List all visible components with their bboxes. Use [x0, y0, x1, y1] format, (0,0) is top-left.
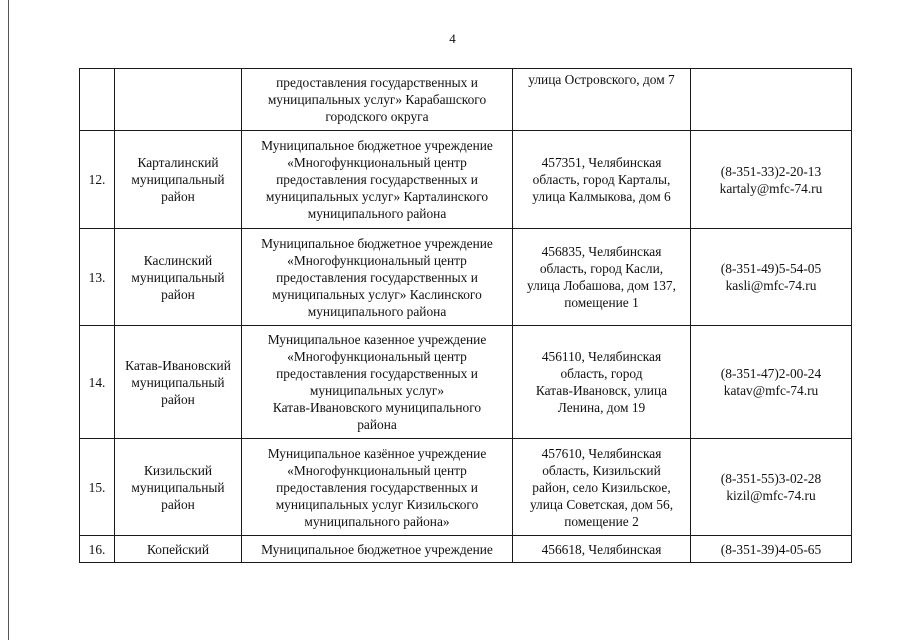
contact-cell — [691, 536, 852, 563]
page-edge-line — [8, 0, 9, 640]
address-cell: 456618, Челябинская — [513, 536, 691, 563]
row-number: 15. — [80, 439, 115, 536]
district-cell: Каслинский муниципальный район — [115, 229, 242, 326]
organization-cell: Муниципальное бюджетное учреждение «Многофункциональный центр предоставления государственных и муниципальных услуг» Каслинского муниципального района — [242, 229, 513, 326]
row-number: 12. — [80, 131, 115, 229]
address-cell: 456835, Челябинская область, город Касли, улица Лобашова, дом 137, помещение 1 — [513, 229, 691, 326]
organization-cell: Муниципальное казённое учреждение «Многофункциональный центр предоставления государственных и муниципальных услуг Кизильского муниципального района» — [242, 439, 513, 536]
email-address: katav@mfc-74.ru — [723, 383, 819, 398]
phone-number: (8-351-33)2-20-13 — [720, 163, 822, 179]
district-cell — [115, 69, 242, 131]
phone-number: (8-351-49)5-54-05 — [720, 261, 822, 276]
row-number: 14. — [80, 326, 115, 439]
contact-cell — [691, 326, 852, 439]
phone-number: (8-351-39)4-05-65 — [720, 541, 822, 557]
email-address: kizil@mfc-74.ru — [726, 488, 816, 503]
mfc-table — [79, 68, 852, 563]
address-cell: 457351, Челябинская область, город Карталы, улица Калмыкова, дом 6 — [513, 131, 691, 229]
address-cell: 457610, Челябинская область, Кизильский район, село Кизильское, улица Советская, дом 56, помещение 2 — [513, 439, 691, 536]
contact-cell — [691, 229, 852, 326]
district-cell: Карталинский муниципальный район — [115, 131, 242, 229]
organization-cell: Муниципальное казенное учреждение «Многофункциональный центр предоставления государственных и муниципальных услуг» Катав-Ивановского муниципального района — [242, 326, 513, 439]
email-address: kasli@mfc-74.ru — [725, 278, 817, 293]
address-cell: улица Островского, дом 7 — [513, 69, 691, 131]
organization-cell: Муниципальное бюджетное учреждение «Многофункциональный центр предоставления государственных и муниципальных услуг» Карталинского муниципального района — [242, 131, 513, 229]
district-cell: Копейский — [115, 536, 242, 563]
phone-number: (8-351-47)2-00-24 — [720, 366, 822, 381]
organization-cell: Муниципальное бюджетное учреждение — [242, 536, 513, 563]
table-row — [80, 69, 852, 131]
district-cell: Кизильский муниципальный район — [115, 439, 242, 536]
contact-cell — [691, 69, 852, 131]
contact-cell — [691, 439, 852, 536]
row-number — [80, 69, 115, 131]
row-number: 13. — [80, 229, 115, 326]
email-address: kartaly@mfc-74.ru — [719, 180, 823, 196]
table-row — [80, 229, 852, 326]
phone-number: (8-351-55)3-02-28 — [720, 471, 822, 486]
table-row — [80, 439, 852, 536]
table-row — [80, 131, 852, 229]
page-number: 4 — [449, 31, 456, 46]
row-number: 16. — [80, 536, 115, 563]
table-row — [80, 536, 852, 563]
district-cell: Катав-Ивановский муниципальный район — [115, 326, 242, 439]
contact-cell — [691, 131, 852, 229]
table-row — [80, 326, 852, 439]
address-cell: 456110, Челябинская область, город Катав-Ивановск, улица Ленина, дом 19 — [513, 326, 691, 439]
table-body — [80, 69, 852, 563]
organization-cell: предоставления государственных и муниципальных услуг» Карабашского городского округа — [242, 69, 513, 131]
